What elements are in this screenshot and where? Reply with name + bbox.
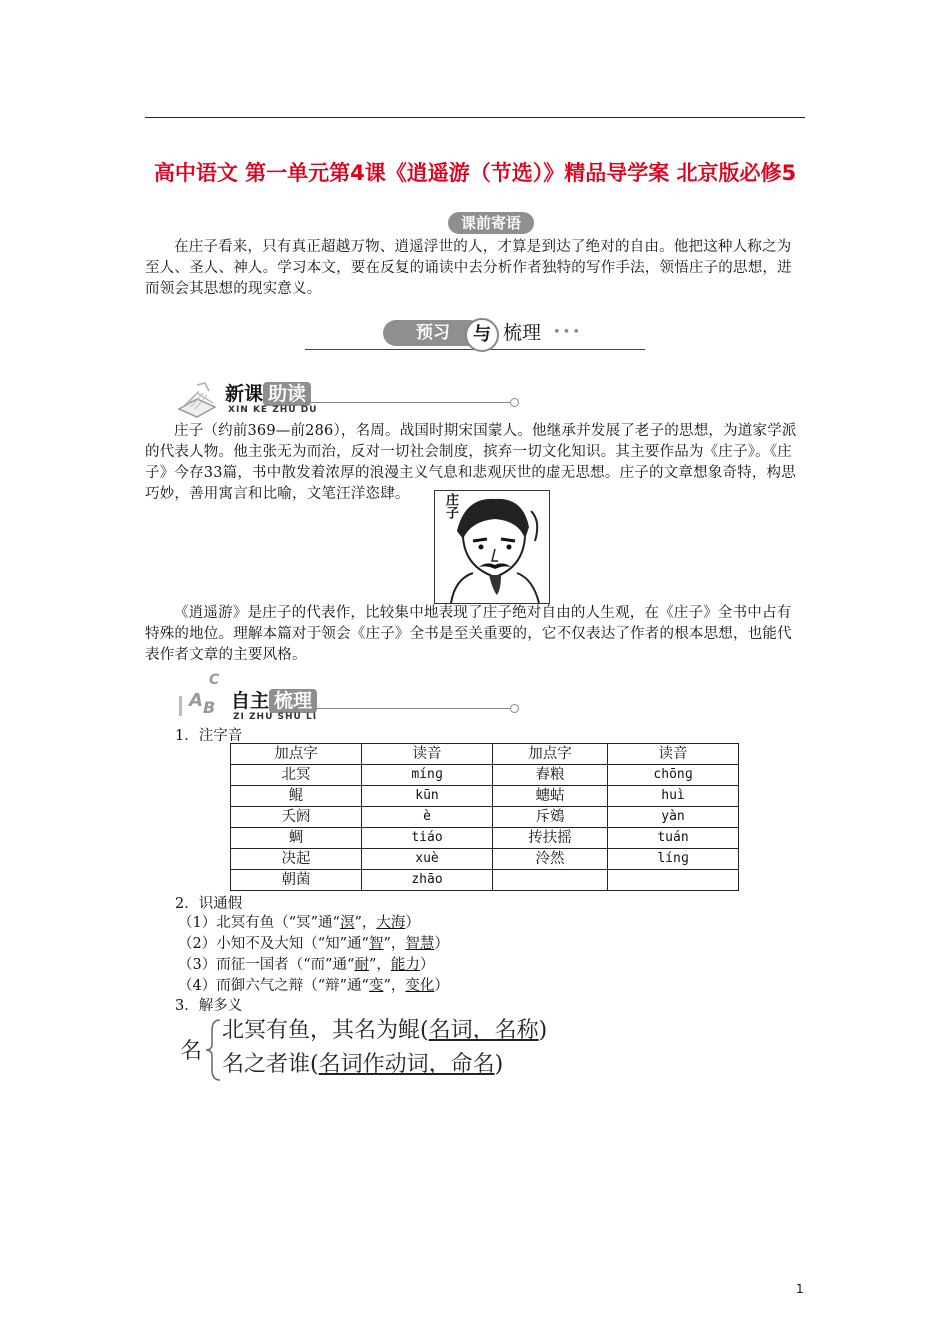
section-logo-xinke bbox=[175, 375, 525, 425]
table-cell: 蟪蛄 bbox=[493, 786, 608, 807]
intro-tag: 课前寄语 bbox=[448, 212, 534, 234]
logo-zizhu-a: 自主 bbox=[231, 690, 270, 712]
table-cell: chōnɡ bbox=[608, 765, 739, 786]
logo-xinke-sub: XIN KE ZHU DU bbox=[228, 405, 318, 415]
header-rule bbox=[145, 117, 805, 118]
logo-zizhu-line bbox=[315, 708, 510, 709]
table-row bbox=[231, 807, 739, 828]
table-row bbox=[231, 765, 739, 786]
document-title: 高中语文 第一单元第4课《逍遥游（节选）》精品导学案 北京版必修5 bbox=[153, 161, 797, 185]
table-cell: 夭阏 bbox=[231, 807, 362, 828]
table-cell: yàn bbox=[608, 807, 739, 828]
logo-xinke-line bbox=[305, 402, 510, 403]
table-cell: 舂粮 bbox=[493, 765, 608, 786]
zhuangzi-portrait bbox=[434, 490, 550, 604]
table-cell: xuè bbox=[362, 849, 493, 870]
book-icon bbox=[175, 381, 225, 421]
table-cell: 抟扶摇 bbox=[493, 828, 608, 849]
table-cell bbox=[608, 870, 739, 891]
table-cell: 决起 bbox=[231, 849, 362, 870]
table-row bbox=[231, 849, 739, 870]
q2-list bbox=[178, 913, 449, 997]
table-cell: 朝菌 bbox=[231, 870, 362, 891]
table-cell: huì bbox=[608, 786, 739, 807]
pinyin-table bbox=[230, 743, 739, 891]
table-cell: mínɡ bbox=[362, 765, 493, 786]
table-header: 读音 bbox=[608, 744, 739, 765]
table-header-row bbox=[231, 744, 739, 765]
table-cell: línɡ bbox=[608, 849, 739, 870]
table-row bbox=[231, 786, 739, 807]
table-row bbox=[231, 828, 739, 849]
banner-shuli: 梳理 bbox=[503, 322, 542, 344]
table-cell: zhāo bbox=[362, 870, 493, 891]
logo-xinke-dot bbox=[510, 398, 519, 407]
logo-xinke-b: 助读 bbox=[263, 382, 311, 406]
logo-zizhu-dot bbox=[510, 704, 519, 713]
banner-yu: 与 bbox=[465, 318, 499, 352]
portrait-drawing bbox=[435, 491, 549, 603]
section-banner-preview bbox=[305, 318, 645, 352]
polysemy-key: 名 bbox=[180, 1039, 203, 1064]
logo-zizhu-b: 梳理 bbox=[269, 689, 317, 713]
bio-paragraph: 庄子（约前369—前286），名周。战国时期宋国蒙人。他继承并发展了老子的思想，为道家学派的代表人物。他主张无为而治，反对一切社会制度，摈弃一切文化知识。其主要作品为《庄子》。《庄子》今存33篇，书中散发着浓厚的浪漫主义气息和悲观厌世的虚无思想。庄子的文章想象奇特，构思巧妙，善用寓言和比喻，文笔汪洋恣肆。 bbox=[145, 423, 797, 502]
table-cell: tuán bbox=[608, 828, 739, 849]
table-cell: 蜩 bbox=[231, 828, 362, 849]
section-logo-zizhu bbox=[175, 672, 525, 722]
logo-zizhu-sub: ZI ZHU SHU LI bbox=[233, 712, 318, 722]
intro-paragraph: 在庄子看来，只有真正超越万物、逍遥浮世的人，才算是到达了绝对的自由。他把这种人称之为至人、圣人、神人。学习本文，要在反复的诵读中去分析作者独特的写作手法，领悟庄子的思想，进而领会其思想的现实意义。 bbox=[145, 239, 792, 297]
logo-xinke-a: 新课 bbox=[225, 383, 264, 405]
work-paragraph: 《逍遥游》是庄子的代表作，比较集中地表现了庄子绝对自由的人生观，在《庄子》全书中占有特殊的地位。理解本篇对于领会《庄子》全书是至关重要的，它不仅表达了作者的根本思想，也能代表作者文章的主要风格。 bbox=[145, 605, 792, 663]
q3-label: 3．解多义 bbox=[175, 998, 243, 1014]
list-item: （4）而御六气之辩（“辩”通“变”，变化） bbox=[178, 978, 449, 994]
banner-dots: ••• bbox=[553, 325, 583, 340]
portrait-label: 庄子 bbox=[443, 493, 458, 519]
table-header: 加点字 bbox=[231, 744, 362, 765]
q2-label: 2．识通假 bbox=[175, 896, 243, 912]
table-cell: è bbox=[362, 807, 493, 828]
list-item: （2）小知不及大知（“知”通“智”，智慧） bbox=[178, 936, 449, 952]
table-cell: 鲲 bbox=[231, 786, 362, 807]
brace-icon bbox=[204, 1018, 222, 1082]
banner-pill: 预习 bbox=[383, 320, 483, 346]
polysemy-line-2: 名之者谁(名词作动词，命名) bbox=[222, 1052, 504, 1077]
polysemy-line-1: 北冥有鱼，其名为鲲(名词，名称) bbox=[222, 1018, 548, 1043]
table-cell: kūn bbox=[362, 786, 493, 807]
page-number: 1 bbox=[796, 1282, 804, 1296]
table-header: 加点字 bbox=[493, 744, 608, 765]
table-cell: tiáo bbox=[362, 828, 493, 849]
q1-label: 1．注字音 bbox=[175, 728, 243, 744]
table-row bbox=[231, 870, 739, 891]
list-item: （3）而征一国者（“而”通“耐”，能力） bbox=[178, 957, 435, 973]
list-item: （1）北冥有鱼（“冥”通“溟”，大海） bbox=[178, 915, 420, 931]
table-cell bbox=[493, 870, 608, 891]
table-cell: 斥鴳 bbox=[493, 807, 608, 828]
abc-icon: C A B bbox=[179, 672, 225, 718]
table-header: 读音 bbox=[362, 744, 493, 765]
table-cell: 北冥 bbox=[231, 765, 362, 786]
table-cell: 泠然 bbox=[493, 849, 608, 870]
